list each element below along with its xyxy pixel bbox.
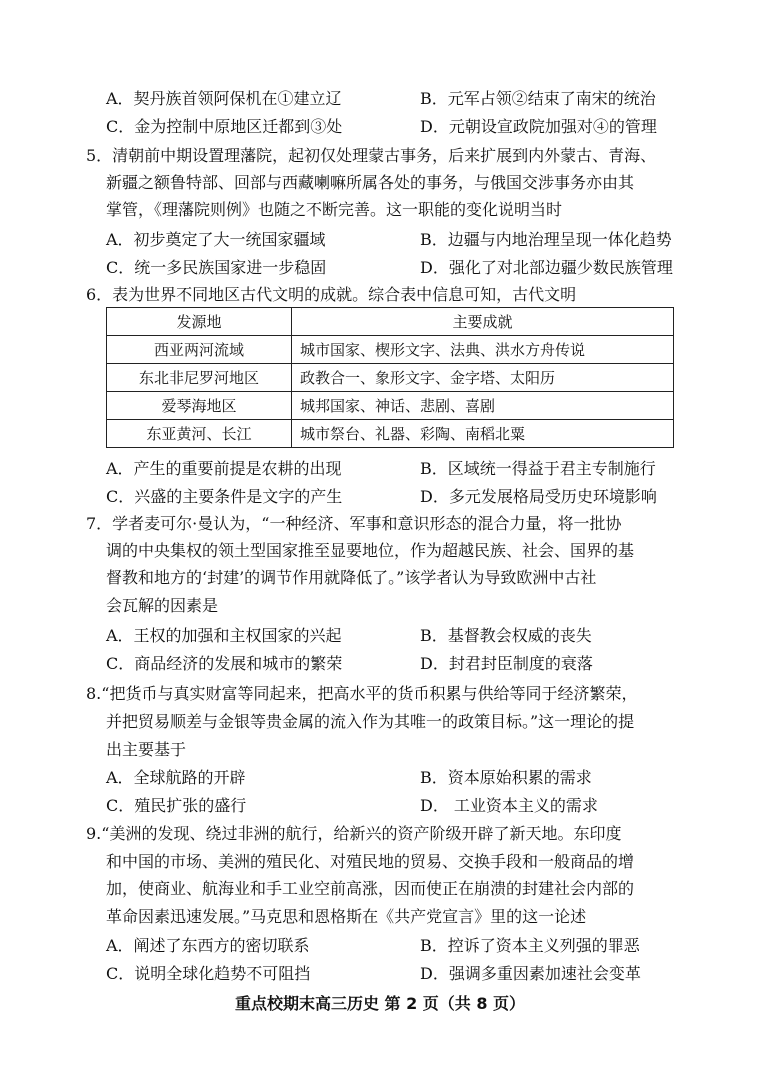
table-cell-origin: 西亚两河流域 (107, 336, 292, 364)
table-cell-origin: 东亚黄河、长江 (107, 420, 292, 448)
q9-stem-line-3: 加，使商业、航海业和手工业空前高涨，因而使正在崩溃的封建社会内部的 (106, 879, 635, 898)
q7-option-d: D．封君封臣制度的衰落 (420, 654, 593, 673)
q5-stem-line-1: 5．清朝前中期设置理藩院，起初仅处理蒙古事务，后来扩展到内外蒙古、青海、 (86, 146, 657, 165)
q6-stem: 6．表为世界不同地区古代文明的成就。综合表中信息可知，古代文明 (86, 285, 577, 304)
civilization-table (106, 307, 674, 448)
q8-option-d: D． 工业资本主义的需求 (420, 796, 598, 815)
q7-stem-line-3: 督教和地方的‘封建’的调节作用就降低了。”该学者认为导致欧洲中古社 (106, 568, 597, 587)
q4-option-b: B．元军占领②结束了南宋的统治 (420, 89, 656, 108)
q8-stem-line-2: 并把贸易顺差与金银等贵金属的流入作为其唯一的政策目标。”这一理论的提 (106, 712, 635, 731)
q7-stem-line-1: 7．学者麦可尔·曼认为，“一种经济、军事和意识形态的混合力量，将一批协 (86, 514, 622, 533)
table-cell-achievements: 政教合一、象形文字、金字塔、太阳历 (292, 364, 674, 392)
q4-option-d: D．元朝设宣政院加强对④的管理 (420, 117, 657, 136)
table-row (107, 364, 674, 392)
page-footer: 重点校期末高三历史 第 2 页（共 8 页） (234, 994, 526, 1013)
table-header-row (107, 308, 674, 336)
q8-stem-line-1: 8.“把货币与真实财富等同起来，把高水平的货币积累与供给等同于经济繁荣， (86, 684, 638, 703)
q5-stem-line-2: 新疆之额鲁特部、回部与西藏喇嘛所属各处的事务，与俄国交涉事务亦由其 (106, 173, 635, 192)
q7-stem-line-4: 会瓦解的因素是 (106, 596, 219, 615)
q9-stem-line-2: 和中国的市场、美洲的殖民化、对殖民地的贸易、交换手段和一般商品的增 (106, 852, 635, 871)
q7-option-c: C．商品经济的发展和城市的繁荣 (106, 654, 343, 673)
q5-stem-line-3: 掌管，《理藩院则例》也随之不断完善。这一职能的变化说明当时 (106, 200, 563, 219)
q8-stem-line-3: 出主要基于 (106, 740, 187, 759)
q9-stem-line-1: 9.“美洲的发现、绕过非洲的航行，给新兴的资产阶级开辟了新天地。东印度 (86, 824, 622, 843)
q9-option-b: B．控诉了资本主义列强的罪恶 (420, 936, 640, 955)
table-cell-achievements: 城邦国家、神话、悲剧、喜剧 (292, 392, 674, 420)
table-row (107, 392, 674, 420)
q9-option-c: C．说明全球化趋势不可阻挡 (106, 964, 311, 983)
q7-stem-line-2: 调的中央集权的领土型国家推至显要地位，作为超越民族、社会、国界的基 (106, 541, 635, 560)
q8-option-a: A．全球航路的开辟 (106, 768, 246, 787)
q4-option-c: C．金为控制中原地区迁都到③处 (106, 117, 343, 136)
q9-option-a: A．阐述了东西方的密切联系 (106, 936, 310, 955)
q6-option-b: B．区域统一得益于君主专制施行 (420, 459, 656, 478)
table-header-origin: 发源地 (107, 308, 292, 336)
q9-stem-line-4: 革命因素迅速发展。”马克思和恩格斯在《共产党宣言》里的这一论述 (106, 907, 587, 926)
table-cell-origin: 东北非尼罗河地区 (107, 364, 292, 392)
q6-option-d: D．多元发展格局受历史环境影响 (420, 487, 657, 506)
q4-option-a: A．契丹族首领阿保机在①建立辽 (106, 89, 342, 108)
table-cell-origin: 爱琴海地区 (107, 392, 292, 420)
q7-option-a: A．王权的加强和主权国家的兴起 (106, 626, 342, 645)
table-cell-achievements: 城市祭台、礼器、彩陶、南稻北粟 (292, 420, 674, 448)
q7-option-b: B．基督教会权威的丧失 (420, 626, 592, 645)
q5-option-a: A．初步奠定了大一统国家疆域 (106, 230, 326, 249)
table-row (107, 420, 674, 448)
q5-option-b: B．边疆与内地治理呈现一体化趋势 (420, 230, 672, 249)
table-header-achievements: 主要成就 (292, 308, 674, 336)
q8-option-c: C．殖民扩张的盛行 (106, 796, 247, 815)
q5-option-c: C．统一多民族国家进一步稳固 (106, 258, 327, 277)
table-cell-achievements: 城市国家、楔形文字、法典、洪水方舟传说 (292, 336, 674, 364)
q5-option-d: D．强化了对北部边疆少数民族管理 (420, 258, 673, 277)
q6-option-c: C．兴盛的主要条件是文字的产生 (106, 487, 343, 506)
q8-option-b: B．资本原始积累的需求 (420, 768, 592, 787)
table-row (107, 336, 674, 364)
q6-option-a: A．产生的重要前提是农耕的出现 (106, 459, 342, 478)
q9-option-d: D．强调多重因素加速社会变革 (420, 964, 641, 983)
